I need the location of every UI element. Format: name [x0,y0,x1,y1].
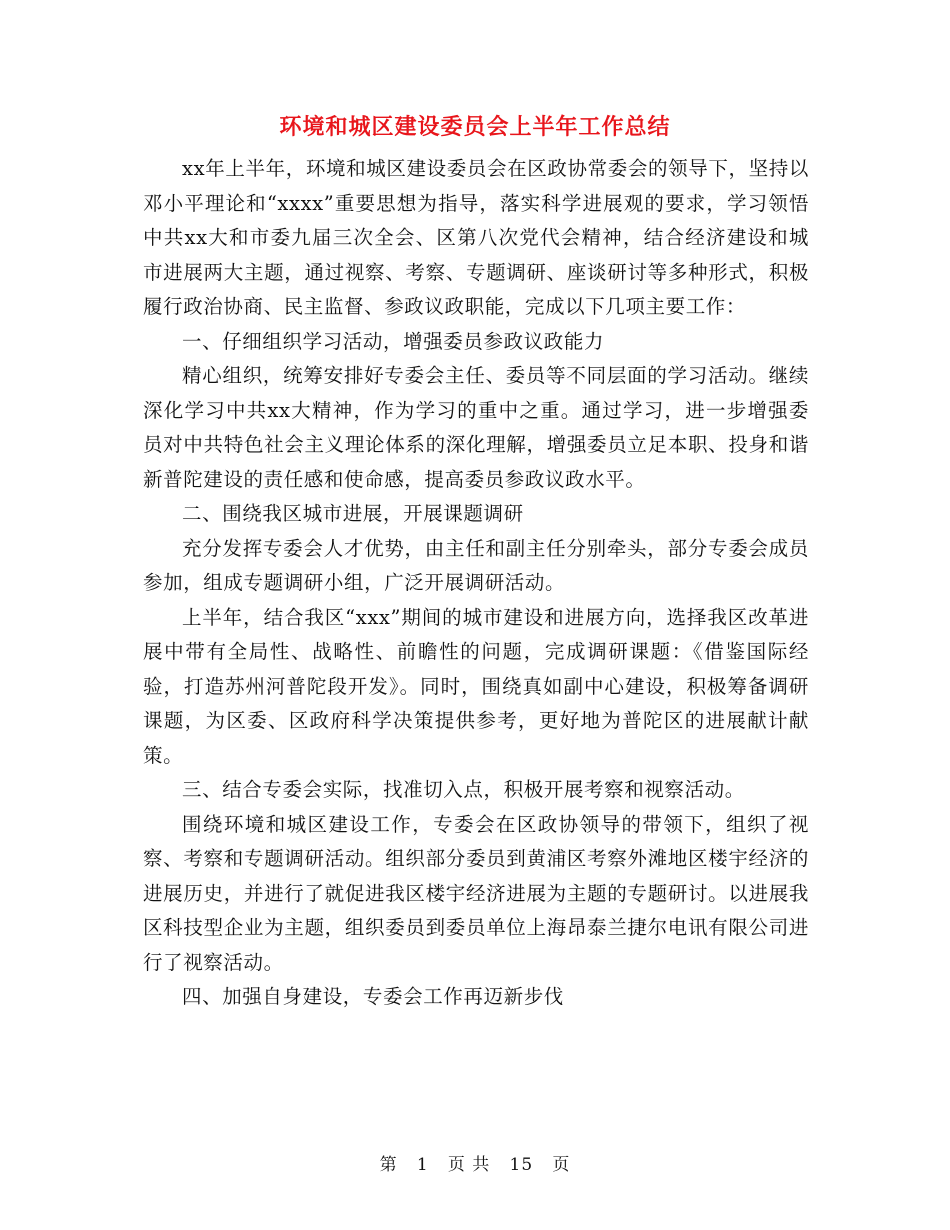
paragraph-section-1: 精心组织，统筹安排好专委会主任、委员等不同层面的学习活动。继续深化学习中共xx大精神，作为学习的重中之重。通过学习，进一步增强委员对中共特色社会主义理论体系的深化理解，增强委员立足本职、投身和谐新普陀建设的责任感和使命感，提高委员参政议政水平。 [143,364,809,491]
footer-page-number: 1 [416,1155,429,1175]
footer-middle: 页 共 [447,1155,491,1175]
page-footer [0,1153,950,1177]
paragraph-section-2a: 充分发挥专委会人才优势，由主任和副主任分别牵头，部分专委会成员参加，组成专题调研小组，广泛开展调研活动。 [143,536,809,594]
section-heading-2: 二、围绕我区城市进展，开展课题调研 [182,502,524,525]
section-heading-3: 三、结合专委会实际，找准切入点，积极开展考察和视察活动。 [182,778,745,801]
section-heading-1: 一、仔细组织学习活动，增强委员参政议政能力 [182,329,605,353]
footer-suffix: 页 [552,1155,571,1175]
section-heading-4: 四、加强自身建设，专委会工作再迈新步伐 [182,985,564,1008]
paragraph-section-2b: 上半年，结合我区“xxx”期间的城市建设和进展方向，选择我区改革进展中带有全局性、战略性、前瞻性的问题，完成调研课题：《借鉴国际经验，打造苏州河普陀段开发》。同时，围绕真如副中心建设，积极筹备调研课题，为区委、区政府科学决策提供参考，更好地为普陀区的进展献计献策。 [143,605,809,767]
paragraph-intro: xx年上半年，环境和城区建设委员会在区政协常委会的领导下，坚持以邓小平理论和“xxxx”重要思想为指导，落实科学进展观的要求，学习领悟中共xx大和市委九届三次全会、区第八次党代会精神，结合经济建设和城市进展两大主题，通过视察、考察、专题调研、座谈研讨等多种形式，积极履行政治协商、民主监督、参政议政职能，完成以下几项主要工作： [143,157,809,318]
document-title: 环境和城区建设委员会上半年工作总结 [279,114,671,140]
footer-total-pages: 15 [509,1155,534,1175]
paragraph-section-3: 围绕环境和城区建设工作，专委会在区政协领导的带领下，组织了视察、考察和专题调研活动。组织部分委员到黄浦区考察外滩地区楼宇经济的进展历史，并进行了就促进我区楼宇经济进展为主题的专题研讨。以进展我区科技型企业为主题，组织委员到委员单位上海昂泰兰捷尔电讯有限公司进行了视察活动。 [143,812,809,974]
footer-prefix: 第 [379,1155,398,1175]
document-body [143,152,809,1015]
